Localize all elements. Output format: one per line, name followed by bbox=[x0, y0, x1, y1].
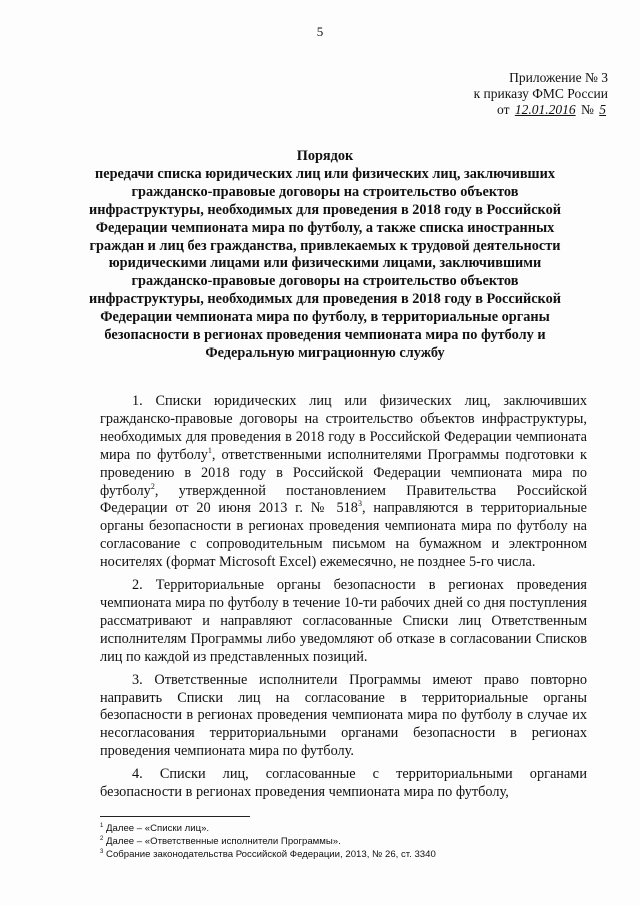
title-heading: Порядок bbox=[296, 148, 354, 164]
appendix-header bbox=[408, 70, 608, 118]
paragraph-4: 4. Списки лиц, согласованные с территориальными органами безопасности в регионах проведения чемпионата мира по футболу, bbox=[100, 766, 587, 801]
appendix-order: к приказу ФМС России bbox=[473, 86, 608, 101]
footnote-1: $^1$ Далее – «Списки лиц». bbox=[100, 822, 210, 834]
footnote-2: $^2$ Далее – «Ответственные исполнители Программы». bbox=[100, 836, 341, 848]
page-number: 5 bbox=[316, 24, 324, 39]
paragraph-1: 1. Списки юридических лиц или физических лиц, заключивших гражданско-правовые договоры на строительство объектов инфраструктуры, необходимых для проведения в 2018 году в Российской Федерации чемпионата мира по футболу$^1$, ответственными исполнителями Программы подготовки к проведению в 2018 году в Российской Федерации чемпионата мира по футболу$^2$, утвержденной постановлением Правительства Российской Федерации от 20 июня 2013 г. № $518^3$, направляются в территориальные органы безопасности в регионах проведения чемпионата мира по футболу на согласование с сопроводительным письмом на бумажном и электронном носителях (формат Microsoft Excel) ежемесячно, не позднее 5-го числа. bbox=[100, 393, 588, 571]
paragraph-2: 2. Территориальные органы безопасности в регионах проведения чемпионата мира по футболу в течение 10-ти рабочих дней со дня поступления рассматривают и направляют согласованные Списки лиц Ответственным исполнителям Программы либо уведомляют об отказе в согласовании Списков лиц по каждой из представленных позиций. bbox=[100, 577, 587, 665]
title-subtitle: передачи списка юридических лиц или физических лиц, заключивших гражданско-правовые договоры на строительство объектов инфраструктуры, необходимых для проведения в 2018 году в Российской Федерации чемпионата мира по футболу, а также списка иностранных граждан и лиц без гражданства, привлекаемых к трудовой деятельности юридическими лицами или физическими лицами, заключившими гражданско-правовые договоры на строительство объектов инфраструктуры, необходимых для проведения в 2018 году в Российской Федерации чемпионата мира по футболу, в территориальные органы безопасности в регионах проведения чемпионата мира по футболу и Федеральную миграционную службу bbox=[88, 165, 561, 361]
appendix-date-line: от 12.01.2016 № 5 bbox=[497, 102, 606, 117]
footnotes bbox=[100, 822, 580, 862]
document-body bbox=[100, 393, 587, 807]
footnote-divider bbox=[100, 816, 250, 817]
handwritten-number: 5 bbox=[599, 102, 606, 117]
handwritten-date: 12.01.2016 bbox=[514, 102, 576, 117]
footnote-3: $^3$ Собрание законодательства Российской Федерации, 2013, № 26, ст. 3340 bbox=[100, 849, 436, 861]
document-title bbox=[80, 148, 570, 363]
paragraph-3: 3. Ответственные исполнители Программы имеют право повторно направить Списки лиц на согласование в территориальные органы безопасности в регионах проведения чемпионата мира по футболу в случае их несогласования территориальными органами безопасности в регионах проведения чемпионата мира по футболу. bbox=[100, 671, 587, 760]
appendix-label: Приложение № 3 bbox=[509, 70, 608, 85]
